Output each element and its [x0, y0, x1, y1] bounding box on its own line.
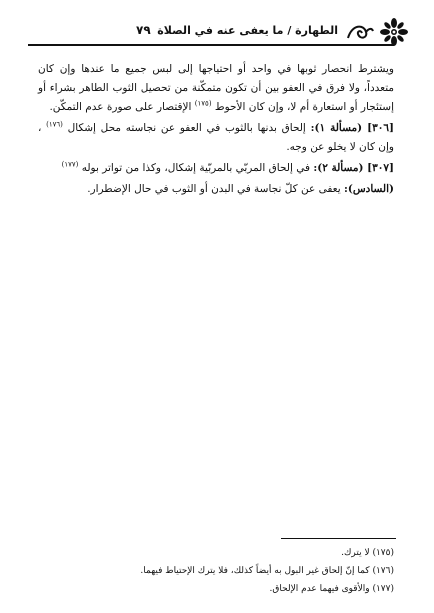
paragraph-text: يعفى عن كلّ نجاسة في البدن أو الثوب في حال الإضطرار.	[87, 183, 341, 195]
issue-paragraph	[38, 159, 394, 178]
flower-ornament-icon	[380, 18, 408, 46]
issue-paragraph	[38, 119, 394, 157]
paragraph-text: في إلحاق المربّي بالمربّية إشكال، وكذا من تواتر بوله	[81, 162, 310, 174]
paragraph-text: إلحاق بدنها بالثوب في العفو عن نجاسته محل إشكال	[67, 122, 306, 134]
section-paragraph	[38, 180, 394, 199]
paragraph-text: ، وإن كان لا يخلو عن وجه.	[38, 122, 394, 153]
paragraph-text: الإقتصار على صورة عدم التمكّن.	[49, 101, 192, 113]
footnote-ref: (١٧٦)	[46, 120, 63, 129]
issue-label: [٣٠٦] (مسألة ١):	[310, 122, 394, 134]
page-number: ٧٩	[136, 23, 151, 37]
page-header	[28, 18, 408, 48]
footnote: (١٧٧) والأقوى فيهما عدم الإلحاق.	[269, 584, 394, 594]
paragraph-text: ويشترط انحصار ثوبها في واحد أو احتياجها إلى لبس جميع ما عندها وإن كان متعدداً، ولا فرق في العفو بين أن تكون متمكّنة من تحصيل الثوب الطاهر بشراء أو إستئجار أو استعارة أم لا، وإن كان الأحوط	[38, 63, 394, 113]
footnote-ref: (١٧٥)	[194, 99, 212, 108]
header-rule	[28, 44, 394, 46]
footnote-rule	[281, 538, 396, 539]
footnotes	[38, 544, 394, 598]
issue-label: [٣٠٧] (مسألة ٢):	[313, 162, 394, 174]
running-title: الطهارة / ما يعفى عنه في الصلاة	[157, 24, 338, 37]
section-label: (السادس):	[344, 183, 394, 195]
footnote: (١٧٥) لا يترك.	[341, 548, 394, 558]
footnote: (١٧٦) كما إنّ إلحاق غير البول به أيضاً كذلك، فلا يترك الإحتياط فيهما.	[140, 566, 394, 576]
footnote-ref: (١٧٧)	[61, 160, 79, 169]
paragraph	[38, 60, 394, 117]
swirl-ornament-icon	[346, 22, 374, 42]
body-text	[38, 60, 394, 201]
